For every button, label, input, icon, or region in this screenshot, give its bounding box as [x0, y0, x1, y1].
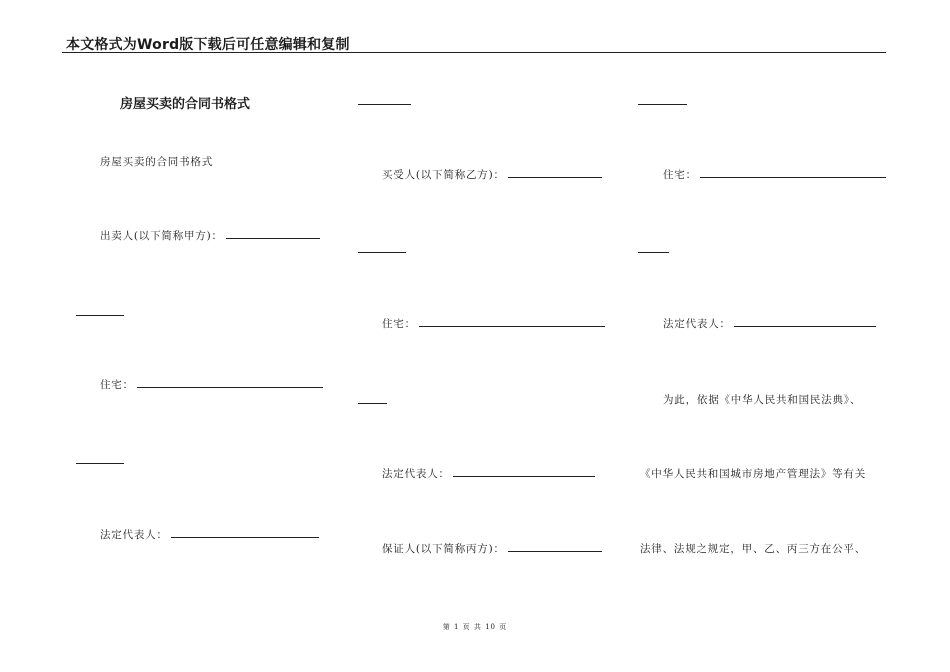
col1-legal-rep-label: 法定代表人： [100, 529, 168, 541]
col1-legal-rep-line [100, 527, 319, 542]
col1-subtitle: 房屋买卖的合同书格式 [100, 156, 213, 168]
col3-paragraph-line-1: 为此，依据《中华人民共和国民法典》、 [663, 394, 862, 406]
col3-legal-rep-line [663, 316, 876, 331]
col2-legal-rep-label: 法定代表人： [382, 468, 450, 480]
col2-buyer-label: 买受人(以下简称乙方)： [382, 169, 505, 181]
col3-paragraph-line-2: 《中华人民共和国城市房地产管理法》等有关 [640, 468, 866, 480]
col2-blank-rule-top [358, 104, 411, 105]
col3-legal-rep-label: 法定代表人： [663, 318, 731, 330]
col1-address-line [100, 377, 323, 392]
col2-guarantor-label: 保证人(以下简称丙方)： [382, 543, 505, 555]
col1-seller-line [100, 228, 320, 243]
col2-buyer-blank [508, 167, 602, 178]
col1-blank-rule-1 [76, 315, 124, 316]
col3-address-blank [700, 167, 886, 178]
col3-blank-rule-top [638, 104, 687, 105]
document-title: 房屋买卖的合同书格式 [120, 97, 251, 112]
col2-legal-rep-line [382, 466, 595, 481]
col2-address-line [382, 316, 605, 331]
page-header: 本文格式为Word版下载后可任意编辑和复制 [66, 37, 350, 53]
col3-legal-rep-blank [734, 316, 876, 327]
col3-address-line [663, 167, 886, 182]
col2-guarantor-blank [508, 541, 602, 552]
col2-address-label: 住宅： [382, 318, 416, 330]
col3-paragraph-line-3: 法律、法规之规定，甲、乙、丙三方在公平、 [640, 543, 866, 555]
col1-address-blank [137, 377, 323, 388]
col2-guarantor-line [382, 541, 602, 556]
col1-address-label: 住宅： [100, 379, 134, 391]
col2-legal-rep-blank [453, 466, 595, 477]
col2-address-blank [419, 316, 605, 327]
col1-seller-blank [226, 228, 320, 239]
col1-seller-label: 出卖人(以下简称甲方)： [100, 230, 223, 242]
col2-buyer-line [382, 167, 602, 182]
page-footer: 第 1 页 共 10 页 [442, 623, 508, 631]
col1-blank-rule-2 [76, 463, 124, 464]
col2-blank-rule-2 [358, 403, 387, 404]
col1-legal-rep-blank [171, 527, 319, 538]
col3-address-label: 住宅： [663, 169, 697, 181]
col3-blank-rule-1 [638, 252, 669, 253]
col2-blank-rule-1 [358, 252, 406, 253]
header-divider [62, 52, 886, 53]
